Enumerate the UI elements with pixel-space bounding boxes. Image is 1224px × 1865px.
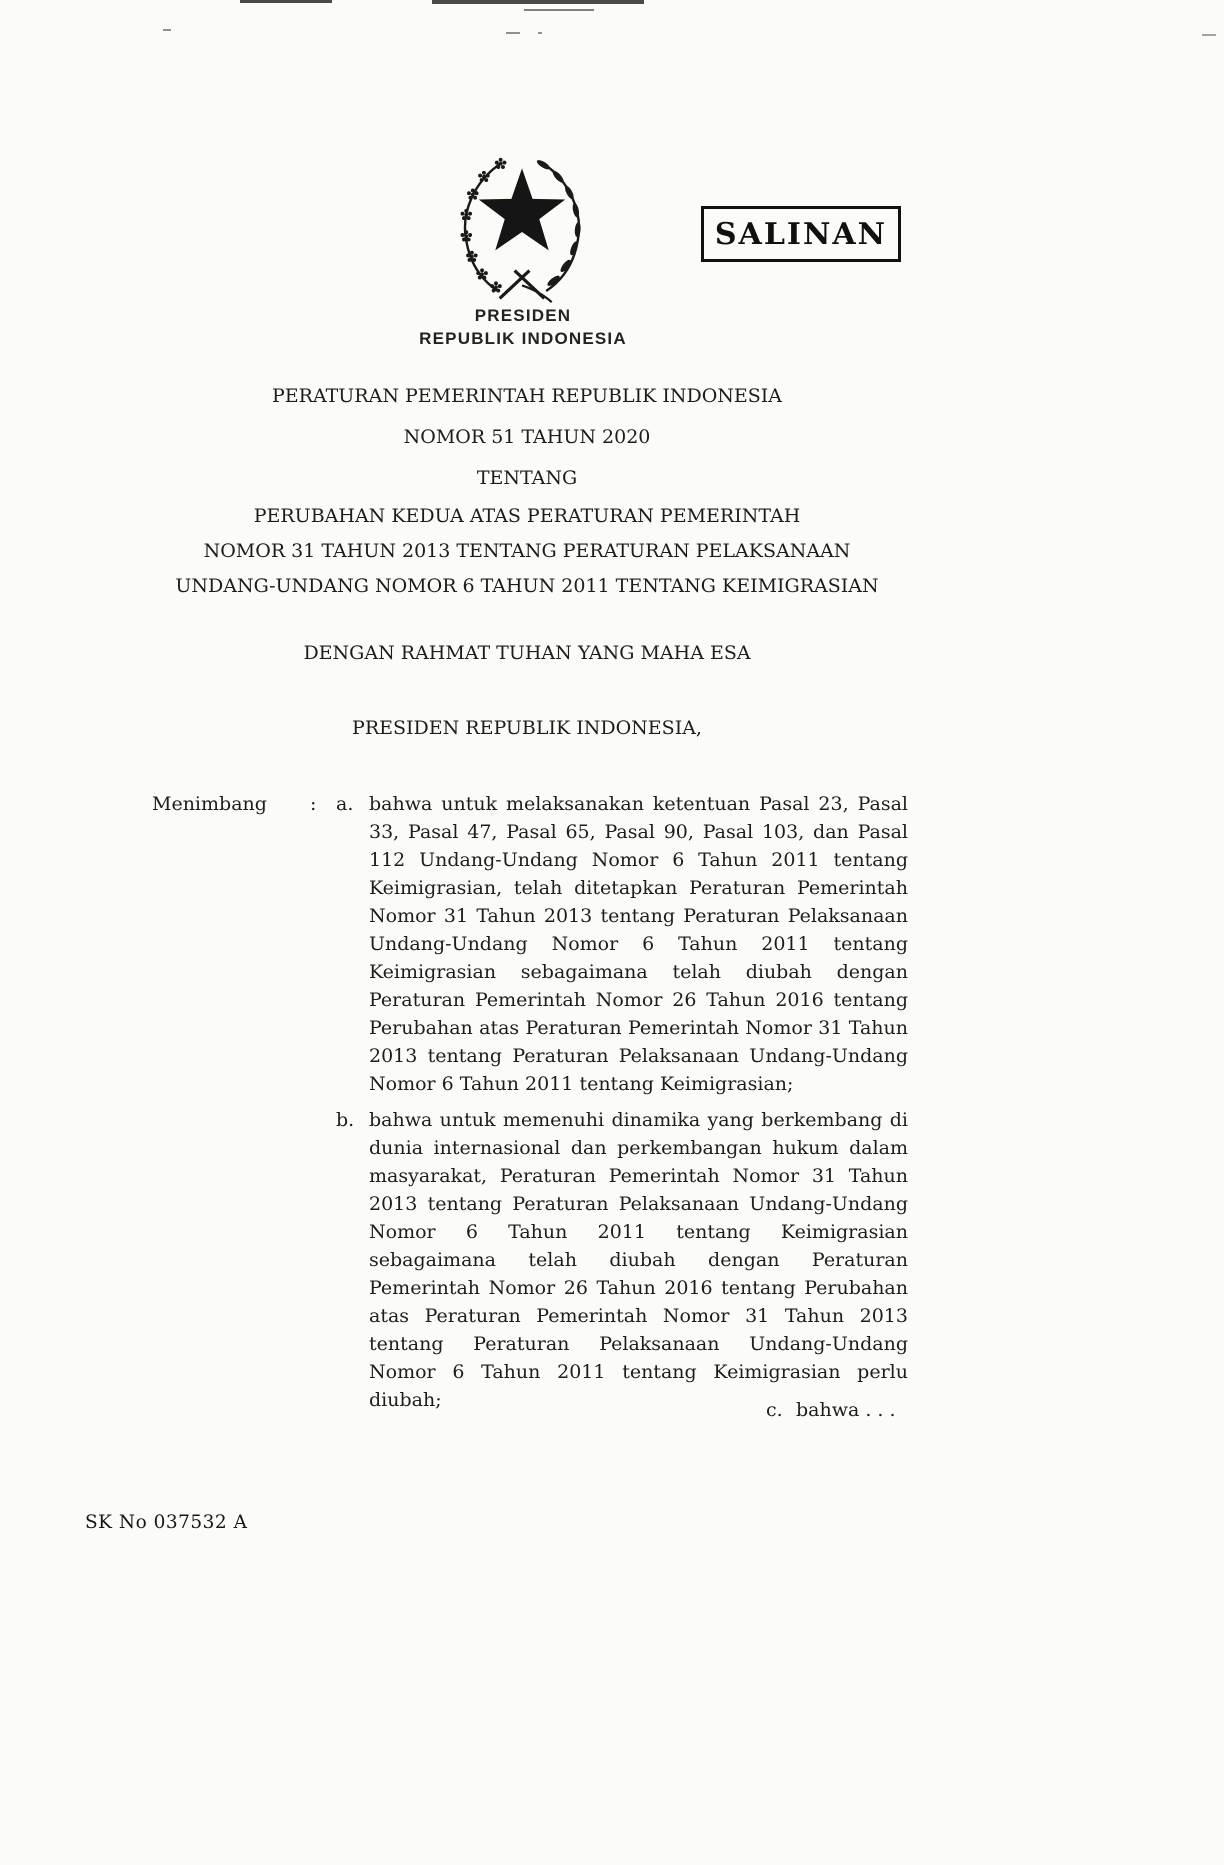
scan-artifact [432, 0, 644, 4]
authority-line: PRESIDEN REPUBLIK INDONESIA, [352, 717, 702, 739]
footer-serial-code: SK No 037532 A [85, 1512, 248, 1533]
considering-items [336, 790, 908, 1422]
scan-artifact [240, 0, 332, 3]
title-line-5: NOMOR 31 TAHUN 2013 TENTANG PERATURAN PELAKSANAAN [203, 540, 851, 562]
title-line-6: UNDANG-UNDANG NOMOR 6 TAHUN 2011 TENTANG KEIMIGRASIAN [175, 575, 879, 597]
letterhead-country: REPUBLIK INDONESIA [419, 329, 627, 348]
invocation-line: DENGAN RAHMAT TUHAN YANG MAHA ESA [303, 642, 751, 664]
letterhead-institution: PRESIDEN [474, 306, 572, 325]
scan-artifact [524, 9, 594, 11]
considering-item-b [336, 1106, 908, 1414]
scan-artifact [163, 29, 171, 31]
letterhead [0, 304, 1046, 350]
title-line-2: NOMOR 51 TAHUN 2020 [403, 426, 651, 448]
salinan-stamp [701, 206, 901, 262]
star-wreath-seal-icon [442, 148, 602, 304]
title-line-1: PERATURAN PEMERINTAH REPUBLIK INDONESIA [271, 385, 783, 407]
considering-section [152, 790, 908, 1422]
item-letter: b. [336, 1109, 355, 1131]
considering-colon: : [310, 793, 317, 815]
considering-label: Menimbang [152, 793, 267, 815]
item-text: bahwa untuk melaksanakan ketentuan Pasal 23, Pasal 33, Pasal 47, Pasal 65, Pasal 90, Pasal 103, dan Pasal 112 Undang-Undang Nomor 6 Tahun 2011 tentang Keimigrasian, telah ditetapkan Peraturan Pemerintah Nomor 31 Tahun 2013 tentang Peraturan Pelaksanaan Undang-Undang Nomor 6 Tahun 2011 tentang Keimigrasian sebagaimana telah diubah dengan Peraturan Pemerintah Nomor 26 Tahun 2016 tentang Perubahan atas Peraturan Pemerintah Nomor 31 Tahun 2013 tentang Peraturan Pelaksanaan Undang-Undang Nomor 6 Tahun 2011 tentang Keimigrasian; [369, 793, 908, 1095]
scan-artifact [538, 32, 542, 34]
item-text: bahwa untuk memenuhi dinamika yang berkembang di dunia internasional dan perkembangan hukum dalam masyarakat, Peraturan Pemerintah Nomor 31 Tahun 2013 tentang Peraturan Pelaksanaan Undang-Undang Nomor 6 Tahun 2011 tentang Keimigrasian sebagaimana telah diubah dengan Peraturan Pemerintah Nomor 26 Tahun 2016 tentang Perubahan atas Peraturan Pemerintah Nomor 31 Tahun 2013 tentang Peraturan Pelaksanaan Undang-Undang Nomor 6 Tahun 2011 tentang Keimigrasian perlu diubah; [369, 1109, 908, 1411]
title-line-3: TENTANG [476, 467, 578, 489]
presidential-seal [442, 148, 602, 304]
title-line-4: PERUBAHAN KEDUA ATAS PERATURAN PEMERINTAH [253, 505, 801, 527]
scan-artifact [506, 32, 520, 34]
considering-item-a [336, 790, 908, 1098]
catchword [766, 1398, 896, 1422]
catchword-letter: c. [766, 1399, 783, 1421]
regulation-title [89, 376, 965, 604]
salinan-stamp-label: SALINAN [714, 216, 888, 252]
item-letter: a. [336, 793, 354, 815]
scan-artifact [1202, 34, 1216, 36]
catchword-text: bahwa . . . [796, 1399, 896, 1421]
